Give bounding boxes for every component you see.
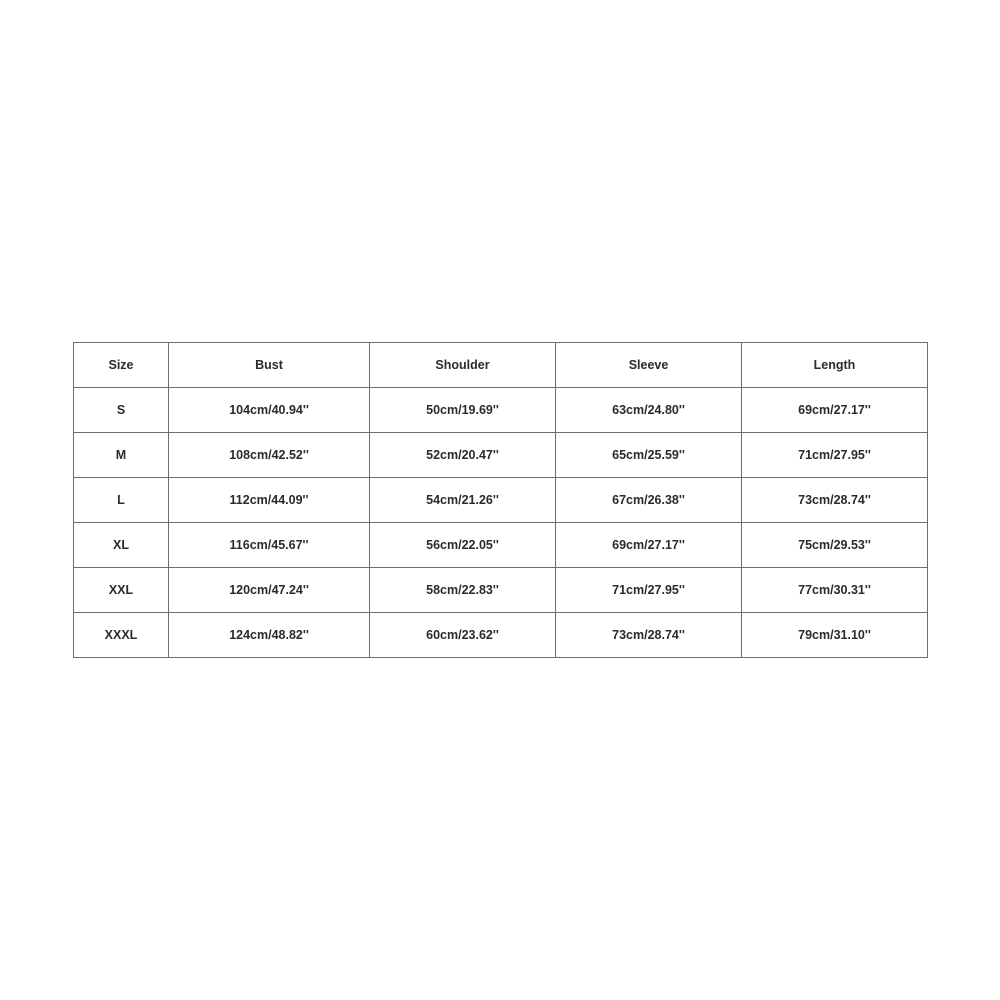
header-shoulder: Shoulder [370, 343, 556, 388]
table-header-row [74, 343, 928, 388]
header-sleeve: Sleeve [556, 343, 742, 388]
size-chart-table [73, 342, 928, 658]
table-row [74, 388, 928, 433]
cell-length: 79cm/31.10'' [742, 613, 928, 658]
cell-sleeve: 69cm/27.17'' [556, 523, 742, 568]
table-row [74, 613, 928, 658]
cell-length: 75cm/29.53'' [742, 523, 928, 568]
cell-length: 73cm/28.74'' [742, 478, 928, 523]
cell-size: M [74, 433, 169, 478]
cell-sleeve: 73cm/28.74'' [556, 613, 742, 658]
header-length: Length [742, 343, 928, 388]
cell-shoulder: 56cm/22.05'' [370, 523, 556, 568]
cell-sleeve: 67cm/26.38'' [556, 478, 742, 523]
cell-shoulder: 50cm/19.69'' [370, 388, 556, 433]
table-row [74, 568, 928, 613]
cell-bust: 120cm/47.24'' [169, 568, 370, 613]
cell-bust: 116cm/45.67'' [169, 523, 370, 568]
cell-shoulder: 58cm/22.83'' [370, 568, 556, 613]
header-size: Size [74, 343, 169, 388]
cell-shoulder: 60cm/23.62'' [370, 613, 556, 658]
header-bust: Bust [169, 343, 370, 388]
cell-size: XL [74, 523, 169, 568]
cell-size: XXXL [74, 613, 169, 658]
cell-bust: 108cm/42.52'' [169, 433, 370, 478]
table-row [74, 478, 928, 523]
cell-sleeve: 63cm/24.80'' [556, 388, 742, 433]
cell-length: 77cm/30.31'' [742, 568, 928, 613]
cell-length: 71cm/27.95'' [742, 433, 928, 478]
cell-size: L [74, 478, 169, 523]
table-row [74, 523, 928, 568]
cell-bust: 104cm/40.94'' [169, 388, 370, 433]
cell-size: XXL [74, 568, 169, 613]
cell-bust: 112cm/44.09'' [169, 478, 370, 523]
cell-size: S [74, 388, 169, 433]
cell-shoulder: 52cm/20.47'' [370, 433, 556, 478]
cell-shoulder: 54cm/21.26'' [370, 478, 556, 523]
cell-length: 69cm/27.17'' [742, 388, 928, 433]
cell-bust: 124cm/48.82'' [169, 613, 370, 658]
cell-sleeve: 71cm/27.95'' [556, 568, 742, 613]
table-row [74, 433, 928, 478]
cell-sleeve: 65cm/25.59'' [556, 433, 742, 478]
